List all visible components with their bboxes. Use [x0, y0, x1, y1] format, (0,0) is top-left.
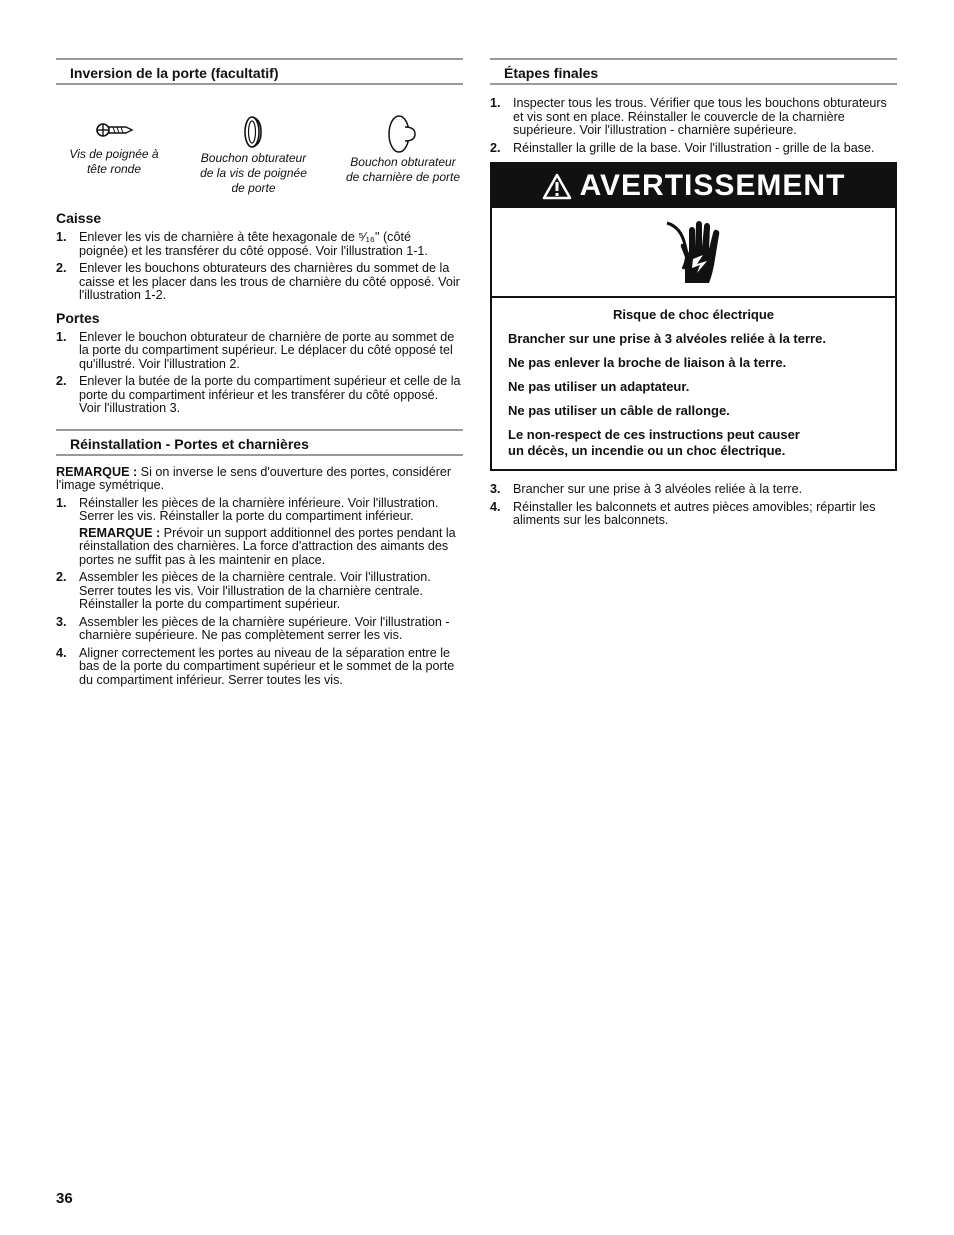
warning-line: Ne pas enlever la broche de liaison à la terre.	[508, 355, 787, 370]
list-item: 2. Enlever la butée de la porte du compartiment supérieur et celle de la porte du compartiment inférieur et les transférer du côté opposé. Voir l'illustration 3.	[56, 374, 461, 415]
warning-triangle-icon	[542, 173, 572, 200]
part-label: Bouchon obturateur de la vis de poignée de porte	[200, 151, 307, 195]
electric-shock-illustration	[492, 208, 895, 298]
list-item: 1. Réinstaller les pièces de la charnière inférieure. Voir l'illustration. Serrer les vis. Réinstaller la porte du compartiment inférieur. REMARQUE : Prévoir un support additionnel des portes pendant la réinstallation des charnières. La force d'attraction des aimants des portes ne suffit pas à les maintenir en place.	[56, 497, 463, 568]
list-item: 2. Assembler les pièces de la charnière centrale. Voir l'illustration. Serrer toutes les vis. Voir l'illustration de la charnière centrale. Réinstaller la porte du compartiment supérieur.	[56, 570, 431, 611]
list-item: 1. Enlever les vis de charnière à tête hexagonale de ⁵⁄₁₆" (côté poignée) et les transférer du côté opposé. Voir l'illustration 1-1.	[56, 230, 428, 258]
door-hinge-plug-icon	[385, 113, 421, 155]
caisse-steps	[56, 231, 463, 303]
right-column	[490, 58, 897, 532]
section-heading-door-reversal: Inversion de la porte (facultatif)	[56, 58, 463, 85]
list-item: 1. Enlever le bouchon obturateur de charnière de porte au sommet de la porte du compartiment supérieur. Le déplacer du côté opposé tel qu'illustré. Voir l'illustration 2.	[56, 329, 455, 371]
left-column	[56, 58, 463, 691]
remark: REMARQUE : Si on inverse le sens d'ouverture des portes, considérer l'image symétrique.	[56, 464, 452, 492]
portes-steps	[56, 331, 463, 416]
list-item: 3. Brancher sur une prise à 3 alvéoles reliée à la terre.	[490, 482, 803, 496]
warning-line: Ne pas utiliser un adaptateur.	[508, 379, 690, 394]
door-handle-screw-plug-icon	[239, 113, 269, 151]
warning-header	[492, 164, 895, 208]
reinstall-steps	[56, 497, 463, 688]
electric-shock-hand-icon	[663, 217, 725, 287]
warning-heading: Risque de choc électrique	[612, 307, 775, 322]
part-label: Bouchon obturateur de charnière de porte	[345, 155, 461, 184]
warning-text	[492, 298, 895, 469]
section-heading-reinstallation: Réinstallation - Portes et charnières	[56, 429, 463, 456]
warning-consequence: Le non-respect de ces instructions peut causer un décès, un incendie ou un choc électrique.	[508, 427, 800, 458]
page-number: 36	[56, 1190, 73, 1207]
warning-line: Brancher sur une prise à 3 alvéoles reliée à la terre.	[508, 331, 826, 346]
subheading-caisse: Caisse	[56, 210, 102, 226]
part-handle-plug	[194, 113, 314, 201]
subheading-portes: Portes	[56, 309, 100, 326]
part-hinge-plug	[343, 113, 463, 201]
warning-box	[490, 162, 897, 471]
parts-illustration	[56, 113, 463, 201]
warning-line: Ne pas utiliser un câble de rallonge.	[508, 403, 730, 418]
list-item: 3. Assembler les pièces de la charnière supérieure. Voir l'illustration - charnière supérieure. Ne pas complètement serrer les vis.	[56, 614, 450, 642]
section-heading-final-steps: Étapes finales	[490, 58, 897, 85]
list-item: 2. Enlever les bouchons obturateurs des charnières du sommet de la caisse et les placer dans les trous de charnière du côté opposé. Voir l'illustration 1-2.	[56, 261, 460, 302]
part-screw	[64, 113, 164, 201]
part-label: Vis de poignée à tête ronde	[69, 147, 159, 176]
final-steps	[490, 97, 897, 155]
warning-title: AVERTISSEMENT	[579, 169, 846, 203]
list-item: 1. Inspecter tous les trous. Vérifier que tous les bouchons obturateurs et vis sont en place. Réinstaller le couvercle de la charnière supérieure. Voir l'illustration - charnière supérieure.	[490, 96, 887, 137]
final-steps-continued	[490, 483, 897, 528]
list-item: 4. Réinstaller les balconnets et autres pièces amovibles; répartir les aliments sur les balconnets.	[490, 499, 876, 527]
step-remark: REMARQUE : Prévoir un support additionnel des portes pendant la réinstallation des charnières. La force d'attraction des aimants des portes ne suffit pas à les maintenir en place.	[79, 525, 456, 567]
list-item: 2. Réinstaller la grille de la base. Voir l'illustration - grille de la base.	[490, 140, 875, 155]
round-head-screw-icon	[92, 113, 136, 147]
list-item: 4. Aligner correctement les portes au niveau de la séparation entre le bas de la porte du compartiment supérieur et le sommet de la porte du compartiment inférieur. Serrer toutes les vis.	[56, 645, 455, 687]
